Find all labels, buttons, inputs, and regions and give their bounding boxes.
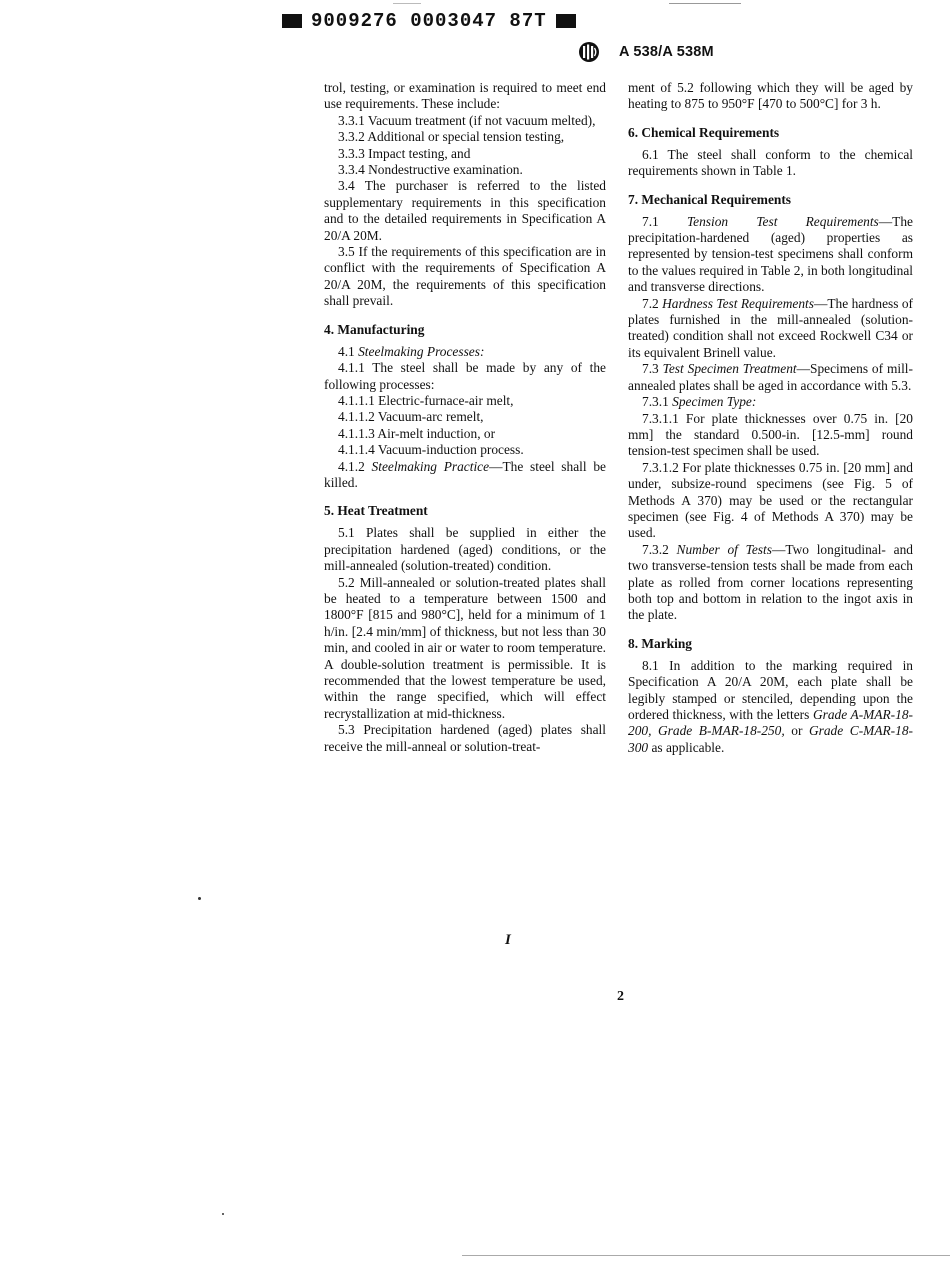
paragraph: 3.3.2 Additional or special tension testing, — [338, 129, 565, 145]
clause-number: 4.1.2 — [338, 458, 365, 474]
section-heading: 8. Marking — [628, 635, 692, 651]
clause-text: 8.1 In addition to the marking required in Specification A 20/A 20M, each plate shall be legibly stamped or stenciled, depending upon the ordered thickness, with the letters — [628, 657, 913, 722]
paragraph — [628, 361, 913, 394]
page-header — [578, 41, 714, 63]
paragraph: 4.1.1.2 Vacuum-arc remelt, — [338, 409, 484, 425]
clause-title: Specimen Type: — [672, 394, 757, 410]
paragraph: 7.3.1.1 For plate thicknesses over 0.75 in. [20 mm] the standard 0.500-in. [12.5-mm] round tension-test specimen shall be used. — [628, 410, 913, 459]
scan-artifact-line — [393, 3, 421, 4]
clause-title: Test Specimen Treatment — [662, 361, 797, 377]
paragraph: trol, testing, or examination is required to meet end use requirements. These include: — [324, 80, 606, 112]
black-bar-right — [556, 14, 576, 28]
black-bar-left — [282, 14, 302, 28]
clause-text: —The steel shall be killed. — [324, 458, 606, 490]
scan-artifact-line — [462, 1255, 950, 1256]
clause-title: Number of Tests — [676, 541, 772, 557]
right-column — [628, 80, 913, 756]
control-number: 9009276 0003047 87T — [311, 10, 547, 32]
paragraph: 5.2 Mill-annealed or solution-treated plates shall be heated to a temperature between 1500 and 1800°F [815 and 980°C], held for a minimum of 1 h/in. [2.4 min/mm] of thickness, but not less than 30 min, and cooled in air or water to room temperature. A double-solution treatment is permissible. It is recommended that the lowest temperature be used, within the range specified, which will effect recrystallization at mid-thickness. — [324, 574, 606, 721]
paragraph: 3.3.3 Impact testing, and — [338, 145, 471, 161]
paragraph: 4.1.1.4 Vacuum-induction process. — [338, 442, 524, 458]
paragraph: 6.1 The steel shall conform to the chemical requirements shown in Table 1. — [628, 146, 913, 179]
section-heading: 7. Mechanical Requirements — [628, 191, 792, 207]
paragraph: 3.3.1 Vacuum treatment (if not vacuum melted), — [338, 112, 596, 128]
paragraph — [628, 296, 913, 362]
paragraph: 3.3.4 Nondestructive examination. — [338, 162, 523, 178]
paragraph: 3.5 If the requirements of this specification are in conflict with the requirements of Specification A 20/A 20M, the requirements of this specification shall prevail. — [324, 244, 606, 309]
paragraph: 4.1.1.1 Electric-furnace-air melt, — [338, 392, 514, 408]
grade-designation: Grade A-MAR-18-200, Grade B-MAR-18-250, — [628, 707, 913, 739]
paragraph: 4.1.1.3 Air-melt induction, or — [338, 425, 496, 441]
paragraph: 5.3 Precipitation hardened (aged) plates shall receive the mill-anneal or solution-treat- — [324, 722, 606, 754]
clause-text: —The precipitation-hardened (aged) properties as represented by tension-test specimens shall conform to the values required in Table 2, in both longitudinal and transverse directions. — [628, 213, 913, 295]
paragraph — [324, 344, 606, 360]
standard-designation: A 538/A 538M — [619, 44, 714, 60]
clause-title: Hardness Test Requirements — [662, 295, 814, 311]
clause-text: —Two longitudinal- and two transverse-tension tests shall be made from each plate as rolled from corner locations representing both top and bottom in relation to the ingot axis in the plate. — [628, 541, 913, 623]
grade-designation: Grade C-MAR-18-300 — [628, 723, 913, 755]
clause-number: 7.2 — [642, 295, 659, 311]
stray-mark: I — [505, 932, 511, 948]
clause-text: —Specimens of mill-annealed plates shall be aged in accordance with 5.3. — [628, 361, 913, 393]
section-heading: 5. Heat Treatment — [324, 503, 428, 519]
paragraph: 7.3.1.2 For plate thicknesses 0.75 in. [20 mm] and under, subsize-round specimens (see Fig. 5 of Methods A 370) may be used or the rectangular specimen (see Fig. 4 of Methods A 370) may be used. — [628, 459, 913, 541]
clause-title: Steelmaking Processes: — [358, 343, 485, 359]
section-heading: 4. Manufacturing — [324, 321, 425, 337]
page-number: 2 — [617, 989, 624, 1004]
section-heading: 6. Chemical Requirements — [628, 124, 780, 140]
paragraph — [628, 658, 913, 756]
clause-title: Tension Test Requirements — [686, 213, 879, 229]
clause-number: 7.3.1 — [642, 394, 669, 410]
document-control-code — [282, 9, 576, 33]
paragraph: 5.1 Plates shall be supplied in either the precipitation hardened (aged) conditions, or the mill-annealed (solution-treated) condition. — [324, 525, 606, 574]
clause-number: 4.1 — [338, 343, 355, 359]
clause-number: 7.3.2 — [642, 541, 669, 557]
astm-logo-icon — [578, 41, 600, 63]
clause-text: —The hardness of plates furnished in the mill-annealed (solution-treated) condition shall not exceed Rockwell C34 or its equivalent Brinell value. — [628, 295, 913, 360]
clause-number: 7.1 — [642, 213, 659, 229]
scan-artifact-line — [669, 3, 741, 4]
scan-speck — [222, 1213, 224, 1215]
paragraph: 4.1.1 The steel shall be made by any of the following processes: — [324, 360, 606, 392]
paragraph: ment of 5.2 following which they will be aged by heating to 875 to 950°F [470 to 500°C] for 3 h. — [628, 80, 913, 112]
clause-text: as applicable. — [648, 739, 725, 755]
scan-speck — [198, 897, 201, 900]
paragraph — [324, 459, 606, 492]
paragraph: 3.4 The purchaser is referred to the listed supplementary requirements in this specification and to the detailed requirements in Specification A 20/A 20M. — [324, 178, 606, 243]
paragraph — [628, 542, 913, 624]
left-column — [324, 80, 606, 755]
paragraph — [628, 214, 913, 296]
paragraph — [628, 394, 913, 410]
clause-title: Steelmaking Practice — [371, 458, 490, 474]
clause-text: or — [784, 723, 809, 739]
clause-number: 7.3 — [642, 361, 659, 377]
